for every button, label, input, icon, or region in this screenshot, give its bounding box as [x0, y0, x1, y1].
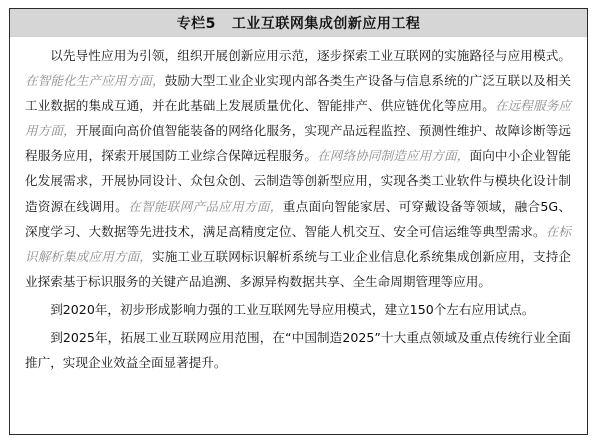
text-segment: 面向中小企业智能化发展需求，开展协同设计、众包众创、云制造等创新型应用，实现各类工业软件与模块化设计制造资源在线调用。	[25, 148, 572, 214]
column-header	[10, 9, 587, 37]
column-title: 工业互联网集成创新应用工程	[231, 15, 421, 32]
text-segment: 鼓励大型工业企业实现内部各类生产设备与信息系统的广泛互联以及相关工业数据的集成互通，并在此基础上发展质量优化、智能排产、供应链优化等应用。	[25, 73, 572, 114]
subheading-smart-production: 在智能化生产应用方面，	[25, 73, 165, 89]
text-segment: 实施工业互联网标识解析系统与工业企业信息化系统集成创新应用，支持企业探索基于标识服务的关键产品追溯、多源异构数据共享、全生命周期管理等应用。	[25, 248, 572, 289]
text-segment: 重点面向智能家居、可穿戴设备等领域，融合5G、深度学习、大数据等先进技术，满足高精度定位、智能人机交互、安全可信运维等典型需求。	[25, 198, 572, 239]
subheading-remote-service: 在远程服务应用方面，	[25, 98, 572, 139]
paragraph-2025-goal	[25, 325, 571, 375]
paragraph-intro	[25, 43, 571, 294]
text-segment: 到2020年，初步形成影响力强的工业互联网先导应用模式，建立150个左右应用试点。	[50, 301, 535, 317]
text-segment: 开展面向高价值智能装备的网络化服务，实现产品远程监控、预测性维护、故障诊断等远程服务应用，探索开展国防工业综合保障远程服务。	[25, 123, 572, 164]
text-segment: 到2025年，拓展工业互联网应用范围，在“中国制造2025”十大重点领域及重点传统行业全面推广，实现企业效益全面显著提升。	[25, 330, 571, 371]
column-body	[10, 37, 587, 375]
column-box	[9, 8, 588, 435]
subheading-identifier-resolution: 在标识解析集成应用方面，	[25, 223, 572, 264]
subheading-smart-products: 在智能联网产品应用方面，	[128, 198, 283, 214]
column-label: 专栏5	[176, 15, 216, 32]
text-segment: 以先导性应用为引领，组织开展创新应用示范，逐步探索工业互联网的实施路径与应用模式。	[50, 48, 571, 63]
paragraph-2020-goal	[25, 297, 571, 322]
subheading-network-collab: 在网络协同制造应用方面，	[317, 148, 470, 164]
